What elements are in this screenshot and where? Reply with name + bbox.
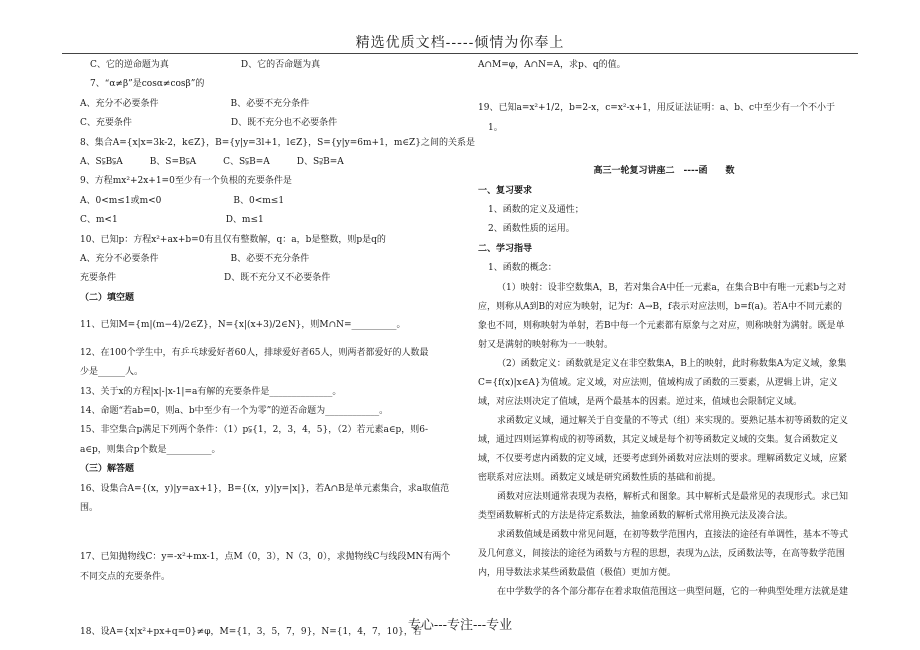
paragraph-range-intro: 在中学数学的各个部分都存在着求取值范围这一典型问题，它的一种典型处理方法就是建 [497, 586, 849, 597]
q13: 13、关于x的方程|x|-|x-1|=a有解的充要条件是______________。 [80, 386, 342, 397]
guide-subheading: 1、函数的概念： [488, 263, 557, 274]
q17-line2: 不同交点的充要条件。 [80, 571, 171, 582]
header-divider [62, 53, 858, 54]
q19-line2: 1。 [488, 122, 503, 133]
paragraph-domain: 求函数定义域，通过解关于自变量的不等式（组）来实现的。要熟记基本初等函数的定义域，通过四则运算构成的初等函数，其定义域是每个初等函数定义域的交集。复合函数定义域，不仅要考虑内函数的定义域，还要考虑到外函数对应法则的要求。理解函数定义域，应紧密联系对应法则。函数定义域是研究函数性质的基础和前提。 [478, 415, 849, 483]
q7-options-ab: A、充分不必要条件 B、必要不充分条件 [80, 98, 310, 109]
q7-stem: 7、“α≠β”是cosα≠cosβ”的 [90, 79, 205, 90]
q10-options-cd: 充要条件 D、既不充分又不必要条件 [80, 273, 331, 284]
q9-stem: 9、方程mx²+2x+1=0至少有一个负根的充要条件是 [80, 176, 292, 187]
q12-line2: 少是______人。 [80, 367, 144, 378]
q18-line2: A∩M=φ，A∩N=A，求p、q的值。 [478, 60, 626, 70]
section-review-heading: 一、复习要求 [478, 185, 533, 196]
section-guide-heading: 二、学习指导 [478, 243, 533, 254]
q17-line1: 17、已知抛物线C：y=-x²+mx-1，点M（0，3），N（3，0），求抛物线C与线段MN有两个 [80, 552, 451, 563]
q7-options-cd: C、充要条件 D、既不充分也不必要条件 [80, 118, 338, 129]
paragraph-range: 求函数值域是函数中常见问题，在初等数学范围内，直接法的途径有单调性，基本不等式及几何意义，间接法的途径为函数与方程的思想，表现为△法，反函数法等，在高等数学范围内，用导数法求某些函数最值（极值）更加方便。 [478, 529, 849, 578]
right-column [478, 56, 850, 602]
paragraph-mapping: （1）映射：设非空数集A，B，若对集合A中任一元素a，在集合B中有唯一元素b与之对应，则称从A到B的对应为映射，记为f：A→B，f表示对应法则，b=f(a)。若A中不同元素的象也不同，则称映射为单射，若B中每一个元素都有原象与之对应，则称映射为满射。既是单射又是满射的映射称为一一映射。 [478, 282, 847, 350]
q11: 11、已知M={m|(m−4)/2∈Z}，N={x|(x+3)/2∈N}，则M∩N=__________。 [80, 320, 406, 331]
q10-stem: 10、已知p：方程x²+ax+b=0有且仅有整数解，q：a，b是整数，则p是q的 [80, 234, 386, 245]
q8-options: A、S⫋B⫋A B、S=B⫋A C、S⫋B=A D、S⫌B=A [80, 157, 344, 168]
q14: 14、命题“若ab=0，则a、b中至少有一个为零”的逆否命题为____________。 [80, 405, 389, 416]
q10-options-ab: A、充分不必要条件 B、必要不充分条件 [80, 254, 310, 265]
q16-line2: 围。 [80, 502, 99, 513]
page-footer: 专心---专注---专业 [407, 618, 513, 633]
q12-line1: 12、在100个学生中，有乒乓球爱好者60人，排球爱好者65人，则两者都爱好的人数最 [80, 347, 429, 358]
q15-line1: 15、非空集合p满足下列两个条件：（1）p⫋{1，2，3，4，5}，（2）若元素a∈p，则6- [80, 425, 429, 436]
q9-options-cd: C、m<1 D、m≤1 [80, 215, 264, 226]
section-answer-heading: （三）解答题 [80, 464, 135, 475]
q15-line2: a∈p，则集合p个数是__________。 [80, 444, 221, 455]
q9-options-ab: A、0<m≤1或m<0 B、0<m≤1 [80, 195, 285, 206]
paragraph-function-definition: （2）函数定义：函数就是定义在非空数集A，B上的映射，此时称数集A为定义域，象集C={f(x)|x∈A}为值域。定义域，对应法则，值域构成了函数的三要素，从逻辑上讲，定义域，对应法则决定了值域，是两个最基本的因素。逆过来，值域也会限制定义域。 [478, 358, 847, 407]
q16-line1: 16、设集合A={(x，y)|y=ax+1}，B={(x，y)|y=|x|}，若A∩B是单元素集合，求a取值范 [80, 483, 450, 494]
review-item-2: 2、函数性质的运用。 [488, 224, 575, 235]
q6-options-cd: C、它的逆命题为真 D、它的否命题为真 [90, 60, 321, 70]
lecture-title: 高三一轮复习讲座二 ----函 数 [593, 166, 735, 177]
q18-line1: 18、设A={x|x²+px+q=0}≠φ，M={1，3，5，7，9}，N={1，4，7，10}，若 [80, 627, 422, 638]
page-header: 精选优质文档-----倾情为你奉上 [355, 35, 565, 51]
section-fill-blank-heading: （二）填空题 [80, 292, 135, 303]
q19-line1: 19、已知a=x²+1/2，b=2-x，c=x²-x+1，用反证法证明：a、b、c中至少有一个不小于 [478, 103, 836, 114]
q8-stem: 8、集合A={x|x=3k-2，k∈Z}，B={y|y=3l+1，l∈Z}，S={y|y=6m+1，m∈Z}之间的关系是 [80, 137, 475, 148]
review-item-1: 1、函数的定义及通性； [488, 205, 584, 216]
paragraph-rule: 函数对应法则通常表现为表格，解析式和图象。其中解析式是最常见的表现形式。求已知类型函数解析式的方法是待定系数法，抽象函数的解析式常用换元法及凑合法。 [478, 491, 849, 521]
